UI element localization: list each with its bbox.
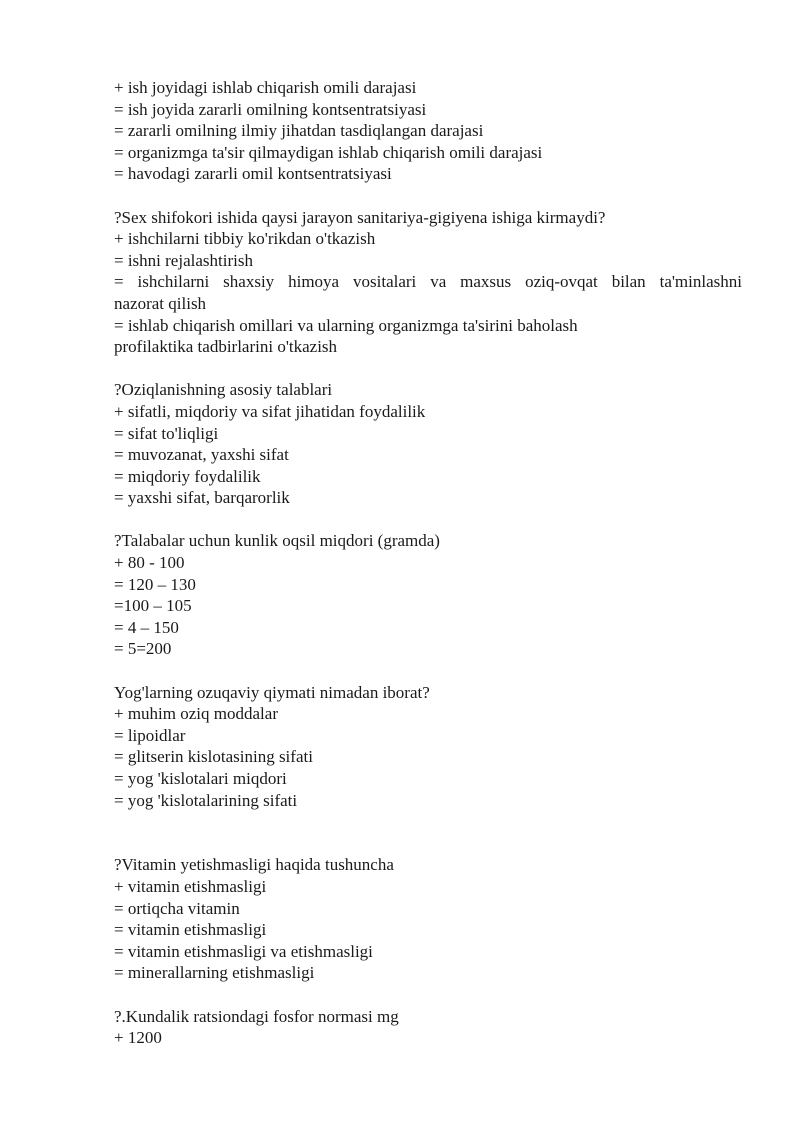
answer-line: = zararli omilning ilmiy jihatdan tasdiqlangan darajasi [114, 121, 484, 141]
answer-line: nazorat qilish [114, 293, 207, 313]
answer-line: = yog 'kislotalarining sifati [114, 790, 298, 810]
answer-line: = glitserin kislotasining sifati [114, 747, 313, 767]
answer-line: = ishni rejalashtirish [114, 250, 253, 270]
answer-line: = minerallarning etishmasligi [114, 963, 315, 983]
answer-line: profilaktika tadbirlarini o'tkazish [114, 337, 338, 357]
question-block-4 [114, 530, 742, 660]
answer-line: = havodagi zararli omil kontsentratsiyasi [114, 164, 392, 184]
answer-line: + ishchilarni tibbiy ko'rikdan o'tkazish [114, 229, 376, 249]
answer-line: + sifatli, miqdoriy va sifat jihatidan foydalilik [114, 401, 426, 421]
answer-line: = vitamin etishmasligi [114, 920, 267, 940]
answer-line: = sifat to'liqligi [114, 423, 219, 443]
answer-line: = ishchilarni shaxsiy himoya vositalari va maxsus oziq-ovqat bilan ta'minlashni [114, 272, 742, 292]
question-block-6 [114, 854, 742, 984]
answer-line: + 80 - 100 [114, 553, 185, 573]
answer-line: = ish joyida zararli omilning kontsentratsiyasi [114, 99, 427, 119]
answer-line: = ortiqcha vitamin [114, 898, 240, 918]
answer-line: = 5=200 [114, 639, 172, 659]
document-page [114, 77, 742, 1049]
question-line: Yog'larning ozuqaviy qiymati nimadan iborat? [114, 682, 430, 702]
answer-line: + vitamin etishmasligi [114, 876, 267, 896]
answer-line: = yog 'kislotalari miqdori [114, 769, 287, 788]
question-block-1 [114, 77, 742, 185]
answer-line: = miqdoriy foydalilik [114, 466, 261, 486]
answer-line: + 1200 [114, 1028, 162, 1048]
answer-line: = 4 – 150 [114, 617, 179, 637]
question-block-7 [114, 1006, 742, 1049]
answer-line: = muvozanat, yaxshi sifat [114, 445, 289, 465]
question-block-5 [114, 682, 742, 812]
question-line: ?Oziqlanishning asosiy talablari [114, 380, 333, 400]
answer-line: + ish joyidagi ishlab chiqarish omili darajasi [114, 78, 417, 97]
answer-line: =100 – 105 [114, 596, 192, 616]
answer-line: = lipoidlar [114, 725, 186, 745]
question-line: ?.Kundalik ratsiondagi fosfor normasi mg [114, 1006, 399, 1026]
answer-line: = 120 – 130 [114, 574, 196, 594]
answer-line: = ishlab chiqarish omillari va ularning organizmga ta'sirini baholash [114, 315, 578, 335]
question-block-2 [114, 207, 742, 358]
answer-line: + muhim oziq moddalar [114, 704, 278, 724]
question-line: ?Talabalar uchun kunlik oqsil miqdori (gramda) [114, 531, 440, 551]
question-line: ?Vitamin yetishmasligi haqida tushuncha [114, 855, 394, 875]
answer-line: = yaxshi sifat, barqarorlik [114, 488, 290, 508]
question-line: ?Sex shifokori ishida qaysi jarayon sanitariya-gigiyena ishiga kirmaydi? [114, 207, 606, 227]
answer-line: = organizmga ta'sir qilmaydigan ishlab chiqarish omili darajasi [114, 142, 543, 162]
question-block-3 [114, 379, 742, 509]
answer-line: = vitamin etishmasligi va etishmasligi [114, 941, 373, 961]
